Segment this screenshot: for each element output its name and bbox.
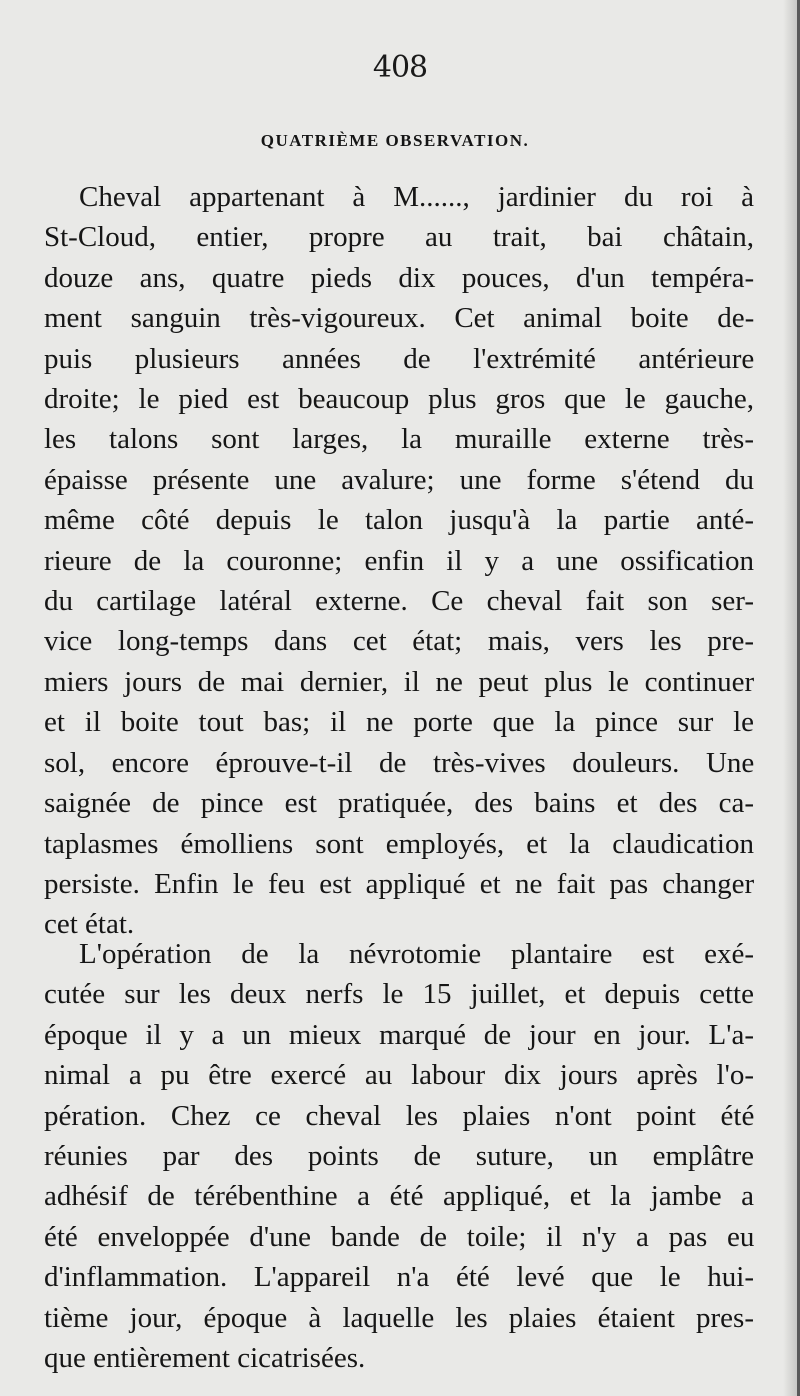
section-title: QUATRIÈME OBSERVATION. (260, 131, 530, 150)
paragraph-1 (44, 177, 754, 945)
text-line: et il boite tout bas; il ne porte que la pince sur le (44, 706, 754, 739)
text-line: cutée sur les deux nerfs le 15 juillet, et depuis cette (44, 978, 754, 1011)
text-line: cet état. (44, 908, 135, 941)
text-line: douze ans, quatre pieds dix pouces, d'un tempéra- (44, 261, 755, 294)
page-number: 408 (372, 50, 428, 85)
text-line: ment sanguin très-vigoureux. Cet animal boite de- (44, 302, 755, 335)
text-line: époque il y a un mieux marqué de jour en jour. L'a- (44, 1018, 754, 1051)
text-line: été enveloppée d'une bande de toile; il n'y a pas eu (44, 1220, 755, 1253)
page-spine-edge (783, 0, 797, 1396)
text-line: adhésif de térébenthine a été appliqué, et la jambe a (44, 1180, 755, 1213)
text-line: rieure de la couronne; enfin il y a une ossification (44, 544, 754, 577)
text-line: épaisse présente une avalure; une forme s'étend du (44, 463, 754, 496)
text-line: Cheval appartenant à M......, jardinier du roi à (79, 181, 754, 213)
text-line: tième jour, époque à laquelle les plaies étaient pres- (44, 1301, 754, 1334)
text-line: St-Cloud, entier, propre au trait, bai châtain, (44, 221, 755, 254)
text-line: sol, encore éprouve-t-il de très-vives douleurs. Une (44, 746, 755, 779)
paragraph-2 (44, 934, 754, 1378)
text-line: que entièrement cicatrisées. (44, 1342, 366, 1375)
text-line: droite; le pied est beaucoup plus gros que le gauche, (44, 383, 754, 416)
text-line: saignée de pince est pratiquée, des bains et des ca- (44, 787, 754, 820)
text-line: miers jours de mai dernier, il ne peut plus le continuer (44, 665, 755, 698)
text-line: taplasmes émolliens sont employés, et la claudication (44, 827, 754, 860)
text-line: persiste. Enfin le feu est appliqué et ne fait pas changer (44, 867, 755, 900)
text-line: nimal a pu être exercé au labour dix jours après l'o- (44, 1059, 754, 1092)
text-line: réunies par des points de suture, un emplâtre (44, 1140, 755, 1173)
text-line: d'inflammation. L'appareil n'a été levé que le hui- (44, 1261, 754, 1294)
text-line: vice long-temps dans cet état; mais, vers les pre- (44, 625, 754, 658)
text-line: du cartilage latéral externe. Ce cheval fait son ser- (44, 585, 754, 618)
text-line: même côté depuis le talon jusqu'à la partie anté- (44, 504, 754, 537)
text-line: les talons sont larges, la muraille externe très- (44, 423, 754, 456)
text-line: puis plusieurs années de l'extrémité antérieure (44, 342, 755, 375)
text-line: L'opération de la névrotomie plantaire est exé- (79, 938, 754, 970)
text-line: pération. Chez ce cheval les plaies n'ont point été (44, 1099, 755, 1132)
